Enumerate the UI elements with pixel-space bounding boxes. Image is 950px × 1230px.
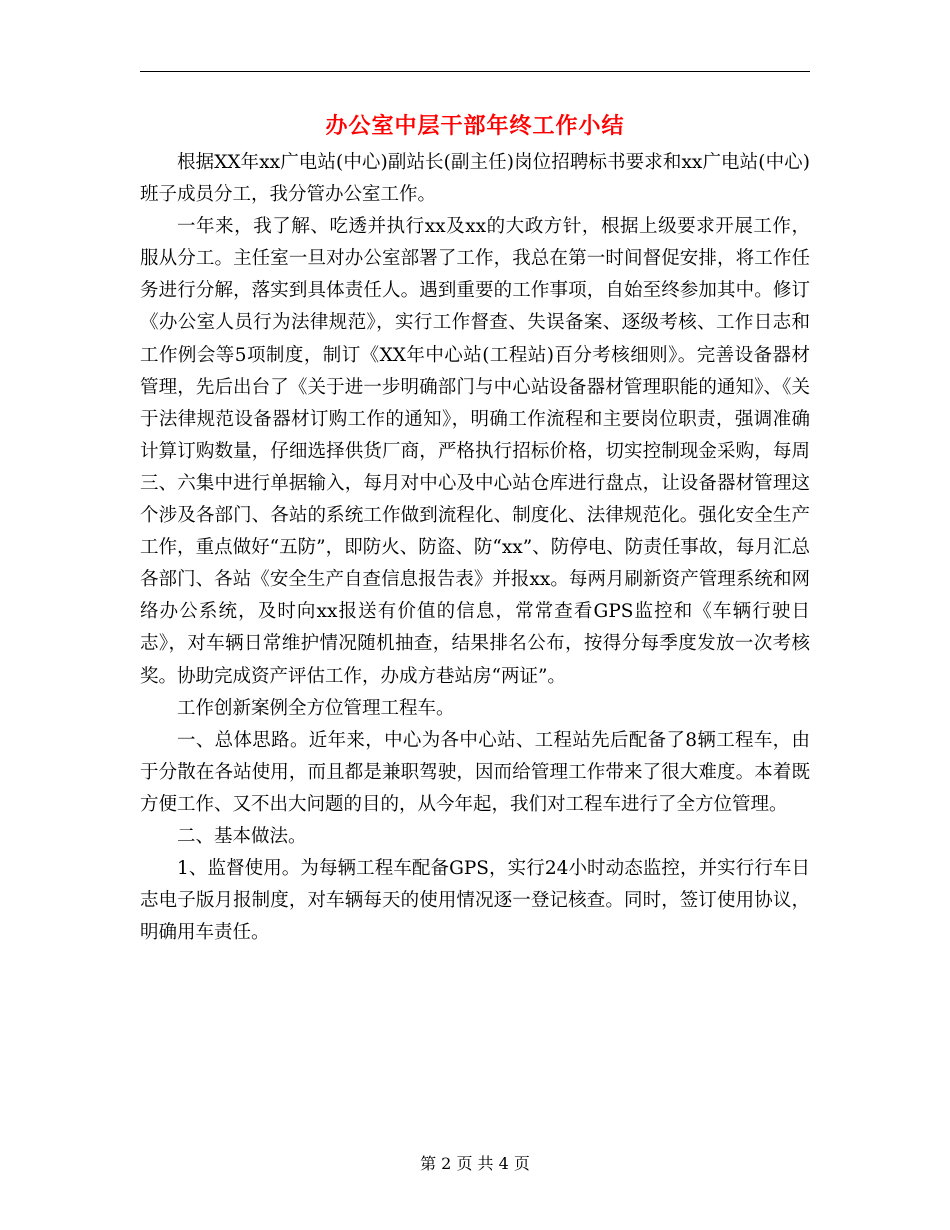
page-footer — [0, 1152, 950, 1176]
document-body — [140, 147, 810, 949]
page-number: 第 2 页 共 4 页 — [420, 1154, 530, 1173]
paragraph-basic-practice-heading: 二、基本做法。 — [177, 825, 307, 847]
paragraph-annual-work: 一年来，我了解、吃透并执行xx及xx的大政方针，根据上级要求开展工作，服从分工。主任室一旦对办公室部署了工作，我总在第一时间督促安排，将工作任务进行分解，落实到具体责任人。遇到重要的工作事项，自始至终参加其中。修订《办公室人员行为法律规范》，实行工作督查、失误备案、逐级考核、工作日志和工作例会等5项制度，制订《XX年中心站(工程站)百分考核细则》。完善设备器材管理，先后出台了《关于进一步明确部门与中心站设备器材管理职能的通知》、《关于法律规范设备器材订购工作的通知》，明确工作流程和主要岗位职责，强调准确计算订购数量，仔细选择供货厂商，严格执行招标价格，切实控制现金采购，每周三、六集中进行单据输入，每月对中心及中心站仓库进行盘点，让设备器材管理这个涉及各部门、各站的系统工作做到流程化、制度化、法律规范化。强化安全生产工作，重点做好“五防”，即防火、防盗、防“xx”、防停电、防责任事故，每月汇总各部门、各站《安全生产自查信息报告表》并报xx。每两月刷新资产管理系统和网络办公系统，及时向xx报送有价值的信息，常常查看GPS监控和《车辆行驶日志》，对车辆日常维护情况随机抽查，结果排名公布，按得分每季度发放一次考核奖。协助完成资产评估工作，办成方巷站房“两证”。 — [140, 216, 810, 687]
paragraph-case-heading: 工作创新案例全方位管理工程车。 — [177, 697, 455, 719]
paragraph-overall-idea: 一、总体思路。近年来，中心为各中心站、工程站先后配备了8辆工程车，由于分散在各站使用，而且都是兼职驾驶，因而给管理工作带来了很大难度。本着既方便工作、又不出大问题的目的，从今年起，我们对工程车进行了全方位管理。 — [140, 729, 810, 815]
paragraph-supervision: 1、监督使用。为每辆工程车配备GPS，实行24小时动态监控，并实行行车日志电子版月报制度，对车辆每天的使用情况逐一登记核查。同时，签订使用协议，明确用车责任。 — [140, 858, 810, 944]
paragraph-intro: 根据XX年xx广电站(中心)副站长(副主任)岗位招聘标书要求和xx广电站(中心)班子成员分工，我分管办公室工作。 — [140, 152, 810, 206]
document-title: 办公室中层干部年终工作小结 — [325, 113, 625, 139]
header-rule — [140, 71, 810, 72]
